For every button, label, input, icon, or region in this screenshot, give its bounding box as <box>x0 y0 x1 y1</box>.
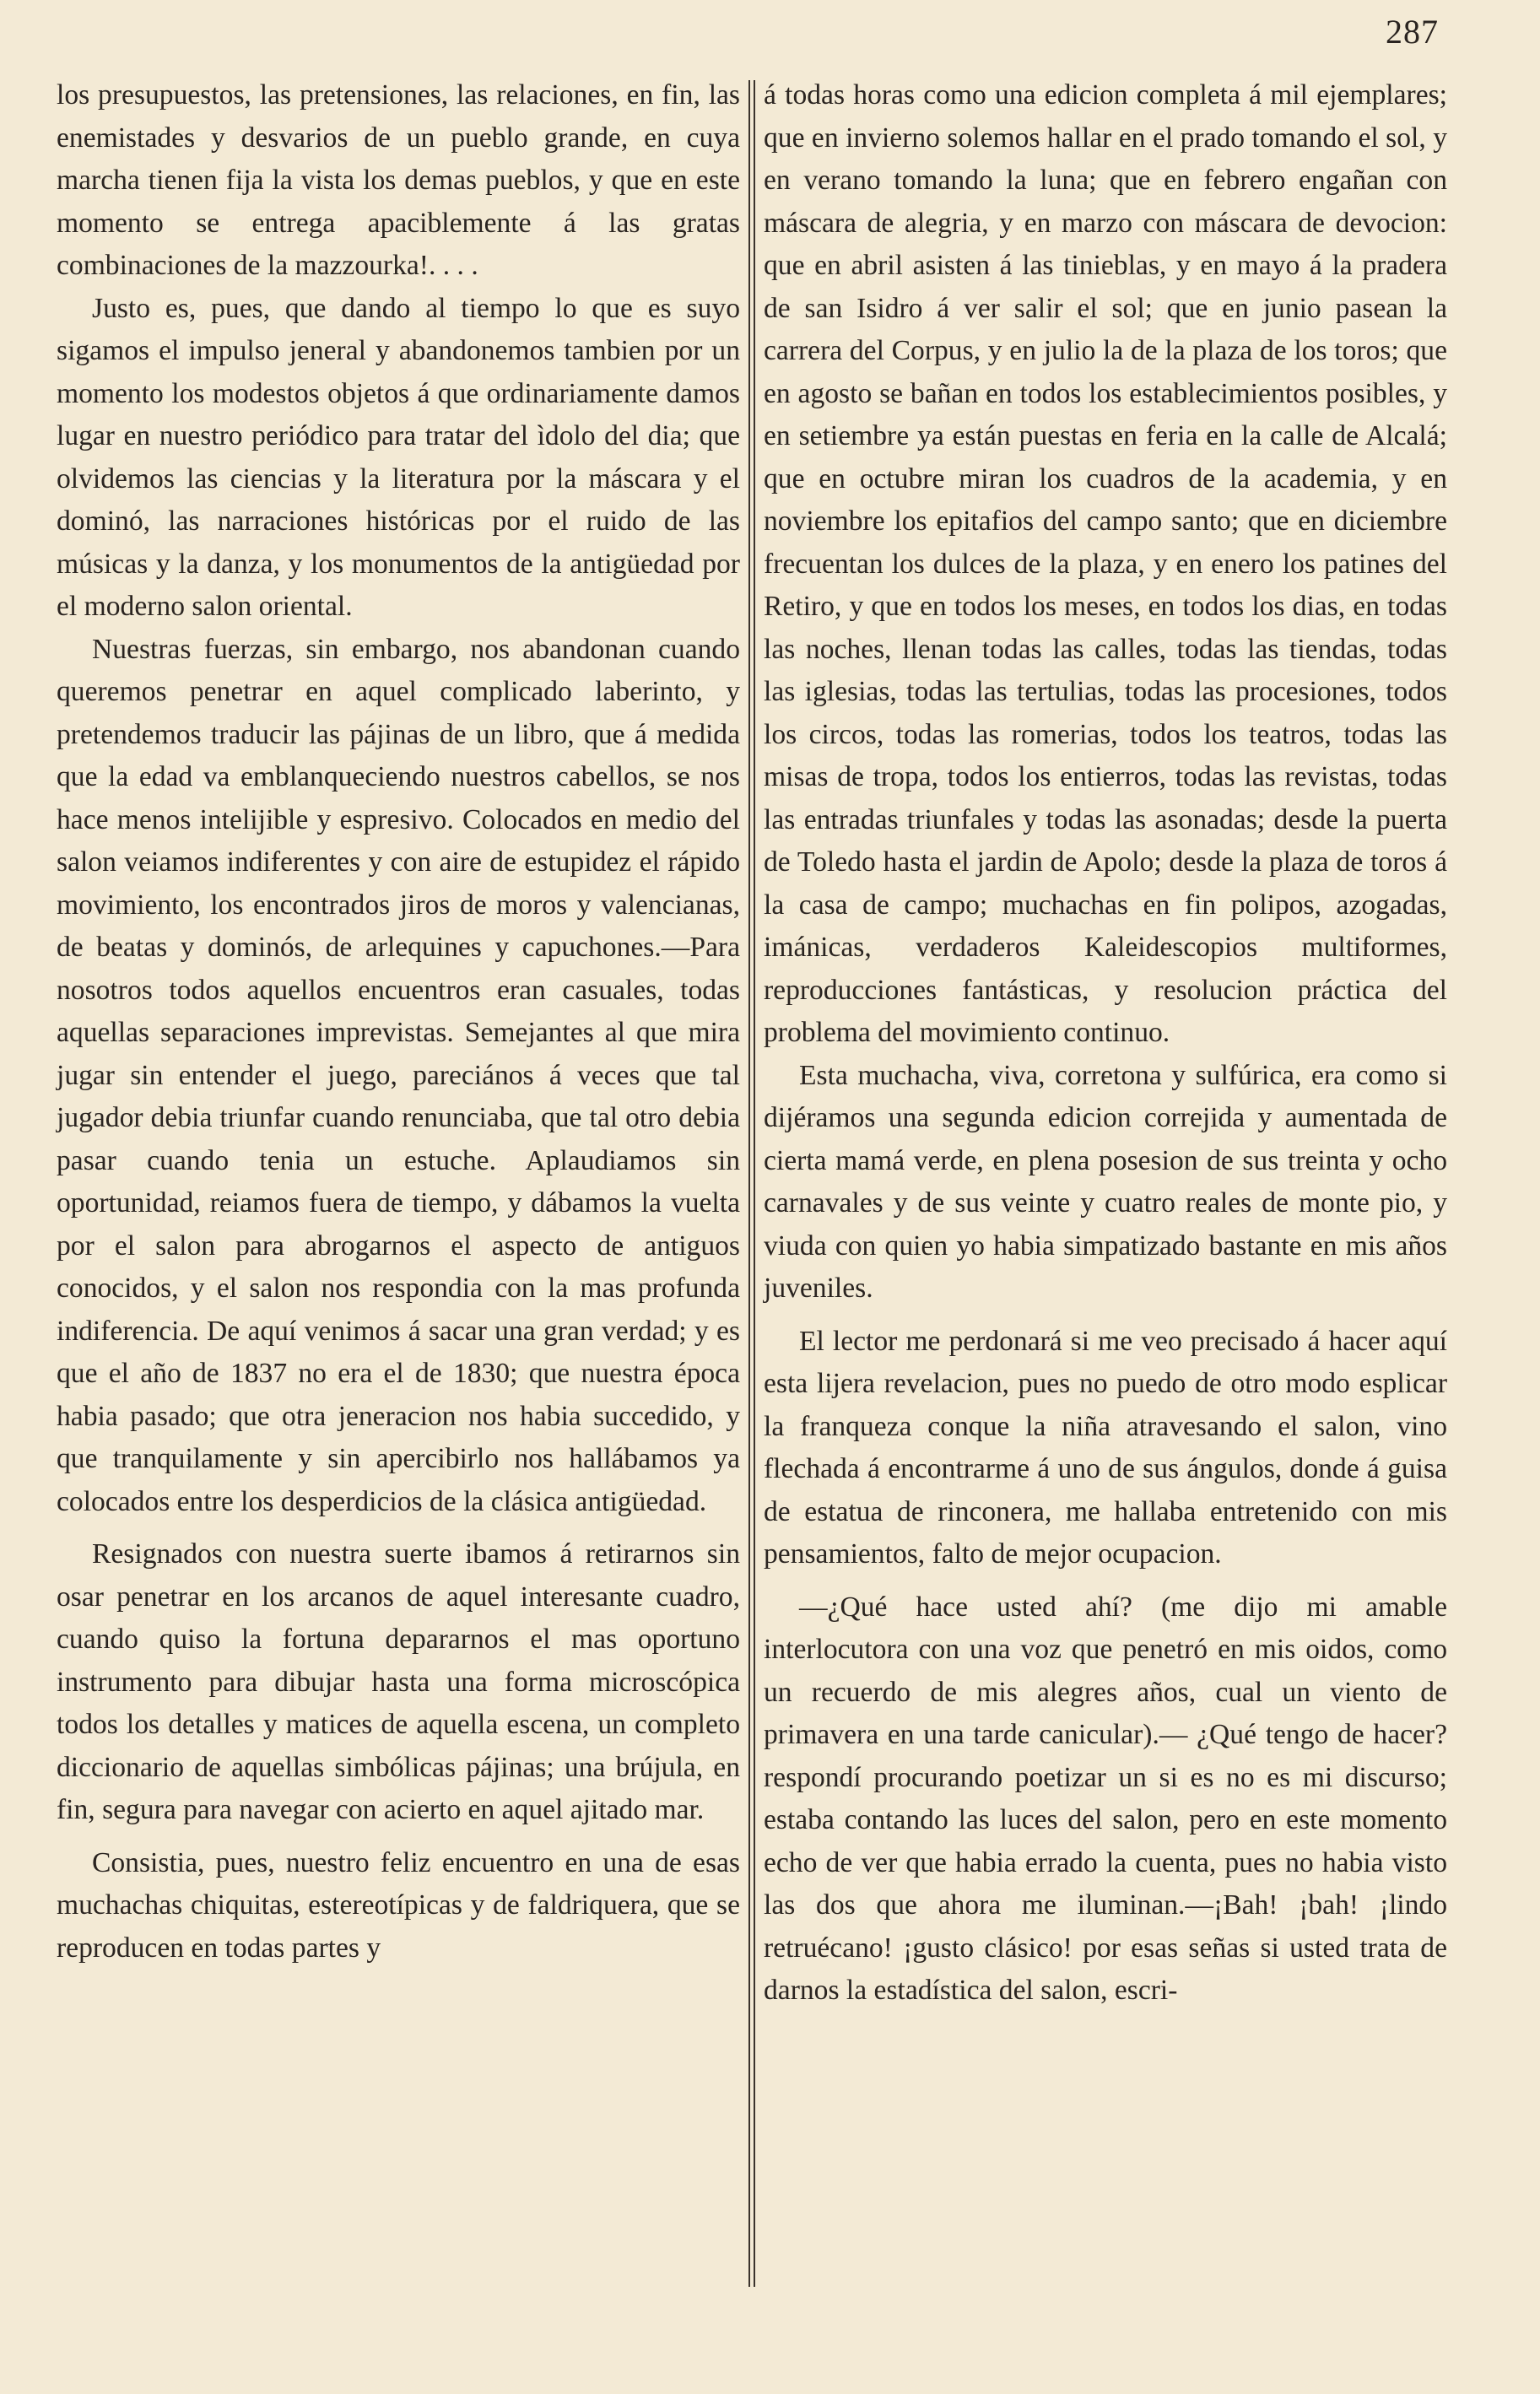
paragraph: —¿Qué hace usted ahí? (me dijo mi amable interlocutora con una voz que penetró en mis oidos, como un recuerdo de mis alegres años, cual un viento de primavera en una tarde canicular).— ¿Qué tengo de hacer? respondí procurando poetizar un si es no es mi discurso; estaba contando las luces del salon, pero en este momento echo de ver que habia errado la cuenta, pues no habia visto las dos que ahora me iluminan.—¡Bah! ¡bah! ¡lindo retruécano! ¡gusto clásico! por esas señas si usted trata de darnos la estadística del salon, escri- <box>764 1591 1447 2006</box>
left-column <box>57 74 740 1970</box>
paragraph: Justo es, pues, que dando al tiempo lo que es suyo sigamos el impulso jeneral y abandonemos tambien por un momento los modestos objetos á que ordinariamente damos lugar en nuestro periódico para tratar del ìdolo del dia; que olvidemos las ciencias y la literatura por la máscara y el dominó, las narraciones históricas por el ruido de las músicas y la danza, y los monumentos de la antigüedad por el moderno salon oriental. <box>57 292 740 622</box>
paragraph: Nuestras fuerzas, sin embargo, nos abandonan cuando queremos penetrar en aquel complicado laberinto, y pretendemos traducir las pájinas de un libro, que á medida que la edad va emblanqueciendo nuestros cabellos, se nos hace menos intelijible y espresivo. Colocados en medio del salon veiamos indiferentes y con aire de estupidez el rápido movimiento, los encontrados jiros de moros y valencianas, de beatas y dominós, de arlequines y capuchones.—Para nosotros todos aquellos encuentros eran casuales, todas aquellas separaciones imprevistas. Semejantes al que mira jugar sin entender el juego, pareciános á veces que tal jugador debia triunfar cuando renunciaba, que tal otro debia pasar cuando tenia un estuche. Aplaudiamos sin oportunidad, reiamos fuera de tiempo, y dábamos la vuelta por el salon para abrogarnos el aspecto de antiguos conocidos, y el salon nos respondia con la mas profunda indiferencia. De aquí venimos á sacar una gran verdad; y es que el año de 1837 no era el de 1830; que nuestra época habia pasado; que otra jeneracion nos habia succedido, y que tranquilamente y sin apercibirlo nos hallábamos ya colocados entre los desperdicios de la clásica antigüedad. <box>57 633 740 1517</box>
paragraph: Esta muchacha, viva, corretona y sulfúrica, era como si dijéramos una segunda edicion correjida y aumentada de cierta mamá verde, en plena posesion de sus treinta y ocho carnavales y de sus veinte y cuatro reales de monte pio, y viuda con quien yo habia simpatizado bastante en mis años juveniles. <box>764 1059 1447 1304</box>
paragraph: á todas horas como una edicion completa á mil ejemplares; que en invierno solemos hallar en el prado tomando el sol, y en verano tomando la luna; que en febrero engañan con máscara de alegria, y en marzo con máscara de devocion: que en abril asisten á las tinieblas, y en mayo á la pradera de san Isidro á ver salir el sol; que en junio pasean la carrera del Corpus, y en julio la de la plaza de los toros; que en agosto se bañan en todos los establecimientos posibles, y en setiembre ya están puestas en feria en la calle de Alcalá; que en octubre miran los cuadros de la academia, y en noviembre los epitafios del campo santo; que en diciembre frecuentan los dulces de la plaza, y en enero los patines del Retiro, y que en todos los meses, en todos los dias, en todas las noches, llenan todas las calles, todas las tiendas, todas las iglesias, todas las tertulias, todas las procesiones, todos los circos, todas las romerias, todos los teatros, todas las misas de tropa, todos los entierros, todas las revistas, todas las entradas triunfales y todas las asonadas; desde la puerta de Toledo hasta el jardin de Apolo; desde la plaza de toros á la casa de campo; muchachas en fin polipos, azogadas, imánicas, verdaderos Kaleidescopios multiformes, reproducciones fantásticas, y resolucion práctica del problema del movimiento continuo. <box>764 79 1447 1048</box>
right-column <box>764 74 1447 2013</box>
paragraph: los presupuestos, las pretensiones, las relaciones, en fin, las enemistades y desvarios de un pueblo grande, en cuya marcha tienen fija la vista los demas pueblos, y que en este momento se entrega apaciblemente á las gratas combinaciones de la mazzourka!. . . . <box>57 79 740 281</box>
paragraph: El lector me perdonará si me veo precisado á hacer aquí esta lijera revelacion, pues no puedo de otro modo esplicar la franqueza conque la niña atravesando el salon, vino flechada á encontrarme á uno de sus ángulos, donde á guisa de estatua de rinconera, me hallaba entretenido con mis pensamientos, falto de mejor ocupacion. <box>764 1325 1447 1570</box>
paragraph: Resignados con nuestra suerte ibamos á retirarnos sin osar penetrar en los arcanos de aquel interesante cuadro, cuando quiso la fortuna depararnos el mas oportuno instrumento para dibujar hasta una forma microscópica todos los detalles y matices de aquella escena, un completo diccionario de aquellas simbólicas pájinas; una brújula, en fin, segura para navegar con acierto en aquel ajitado mar. <box>57 1538 740 1825</box>
column-divider <box>748 80 750 2287</box>
paragraph: Consistia, pues, nuestro feliz encuentro en una de esas muchachas chiquitas, estereotípicas y de faldriquera, que se reproducen en todas partes y <box>57 1846 740 1964</box>
column-divider <box>754 80 755 2287</box>
page-number: 287 <box>1386 13 1439 51</box>
